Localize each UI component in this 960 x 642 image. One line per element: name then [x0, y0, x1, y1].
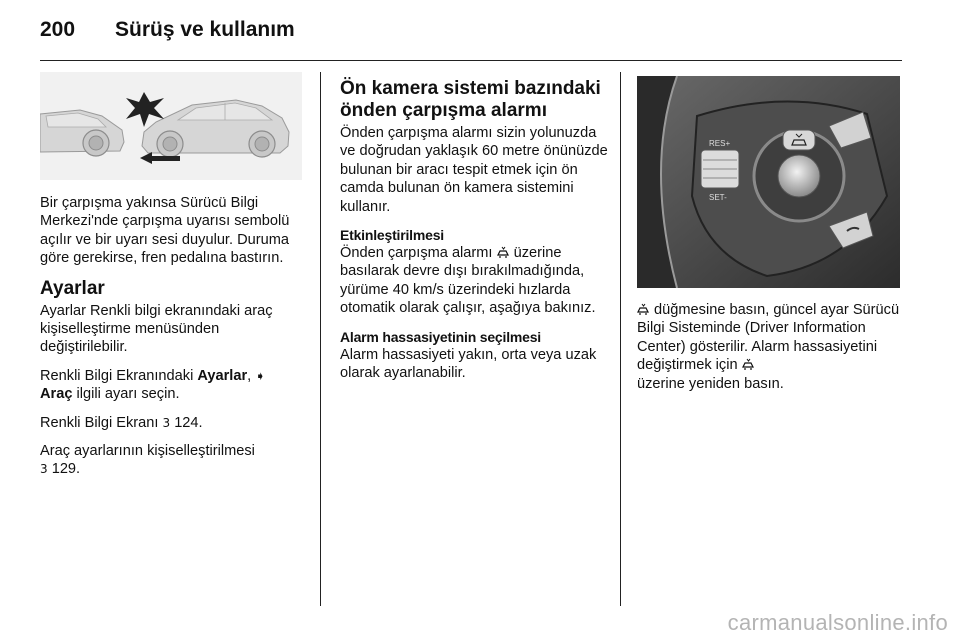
sensitivity-instruction-text: düğmesine basın, güncel ayar Sürücü Bilgi Sisteminde (Driver Information Center) gösterilir. Alarm hassasiyetini değiştirmek için [637, 302, 900, 374]
sensitivity-instruction [637, 301, 901, 393]
page-reference-icon: 3 [40, 462, 48, 477]
front-camera-heading: Ön kamera sistemi bazındaki önden çarpışma alarmı [340, 78, 601, 121]
header-rule [40, 60, 902, 61]
page-reference-icon: 3 [162, 415, 171, 430]
activation-text-post: üzerine basılarak devre dışı bırakılmadığında, yürüme 40 km/s üzerindeki hızlarda otomatik olarak çalışır, aşağıya bakınız. [340, 245, 596, 317]
front-camera-intro: Önden çarpışma alarmı sizin yolunuzda ve doğrudan yaklaşık 60 metre önünüzde bulunan bir aracı tespit etmek için ön camda bulunan ön kamera sistemini kullanır. [340, 125, 608, 215]
activation-text [340, 244, 610, 318]
steering-wheel-controls-figure [637, 76, 900, 288]
section-title: Sürüş ve kullanım [115, 18, 295, 41]
settings-instruction-post: ilgili ayarı seçin. [72, 386, 180, 403]
settings-instruction-comma: , [247, 367, 256, 384]
column-2 [340, 78, 610, 392]
activation-heading: Etkinleştirilmesi [340, 227, 444, 244]
triangle-arrow-icon: ➧ [255, 368, 266, 383]
center-knob[interactable] [778, 155, 820, 197]
front-collision-icon [637, 302, 650, 318]
display-reference-text: Renkli Bilgi Ekranı [40, 414, 163, 431]
settings-instruction-pre: Renkli Bilgi Ekranındaki [40, 367, 198, 384]
personalization-reference-text: Araç ayarlarının kişiselleştirilmesi [40, 443, 255, 460]
watermark: carmanualsonline.info [727, 610, 948, 635]
sensitivity-text: Alarm hassasiyeti yakın, orta veya uzak olarak ayarlanabilir. [340, 346, 597, 382]
settings-text: Ayarlar Renkli bilgi ekranındaki araç kişiselleştirme menüsünden değiştirilebilir. [40, 302, 273, 356]
column-1 [40, 194, 306, 479]
column-divider-1 [320, 72, 321, 606]
vehicle-menu-label: Araç [40, 386, 73, 403]
column-3 [637, 301, 901, 393]
page-number: 200 [40, 18, 76, 41]
sensitivity-heading: Alarm hassasiyetinin seçilmesi [340, 328, 541, 345]
set-label: SET- [709, 193, 727, 202]
front-collision-icon [742, 357, 755, 373]
display-reference-page: 124. [174, 414, 203, 431]
activation-text-pre: Önden çarpışma alarmı [340, 245, 497, 262]
res-label: RES+ [709, 139, 731, 148]
settings-menu-label: Ayarlar [197, 367, 248, 384]
collision-intro-text: Bir çarpışma yakınsa Sürücü Bilgi Merkezi'nde çarpışma uyarısı sembolü açılır ve bir uyarı sesi duyulur. Duruma göre gerekirse, fren pedalına bastırın. [40, 195, 290, 267]
sensitivity-instruction-end: üzerine yeniden basın. [637, 375, 784, 392]
settings-heading: Ayarlar [40, 277, 105, 299]
display-reference [40, 414, 306, 432]
front-collision-icon [497, 245, 510, 261]
column-divider-2 [620, 72, 621, 606]
personalization-reference [40, 442, 306, 479]
settings-instruction [40, 367, 306, 404]
personalization-reference-page: 129. [51, 461, 81, 478]
collision-illustration [40, 72, 302, 180]
